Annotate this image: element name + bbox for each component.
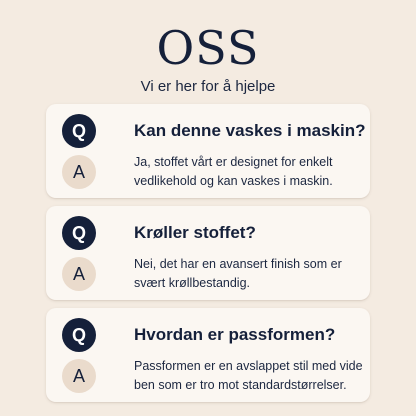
- answer-badge: A: [62, 155, 96, 189]
- faq-question: Hvordan er passformen?: [134, 325, 336, 344]
- answer-badge: A: [62, 257, 96, 291]
- faq-answer: Nei, det har en avansert finish som er svært krøllbestandig.: [134, 257, 342, 290]
- faq-answer: Ja, stoffet vårt er designet for enkelt vedlikehold og kan vaskes i maskin.: [134, 155, 333, 188]
- question-badge: Q: [62, 318, 96, 352]
- faq-card-1: [46, 104, 370, 198]
- faq-question: Kan denne vaskes i maskin?: [134, 121, 366, 140]
- faq-question: Krøller stoffet?: [134, 223, 256, 242]
- page-title: OSS: [156, 21, 260, 75]
- faq-answer: Passformen er en avslappet stil med vide ben som er tro mot standardstørrelser.: [134, 359, 363, 392]
- faq-card-3: [46, 308, 370, 402]
- faq-card-2: [46, 206, 370, 300]
- question-badge: Q: [62, 216, 96, 250]
- answer-badge: A: [62, 359, 96, 393]
- question-badge: Q: [62, 114, 96, 148]
- page-subtitle: Vi er her for å hjelpe: [140, 78, 276, 95]
